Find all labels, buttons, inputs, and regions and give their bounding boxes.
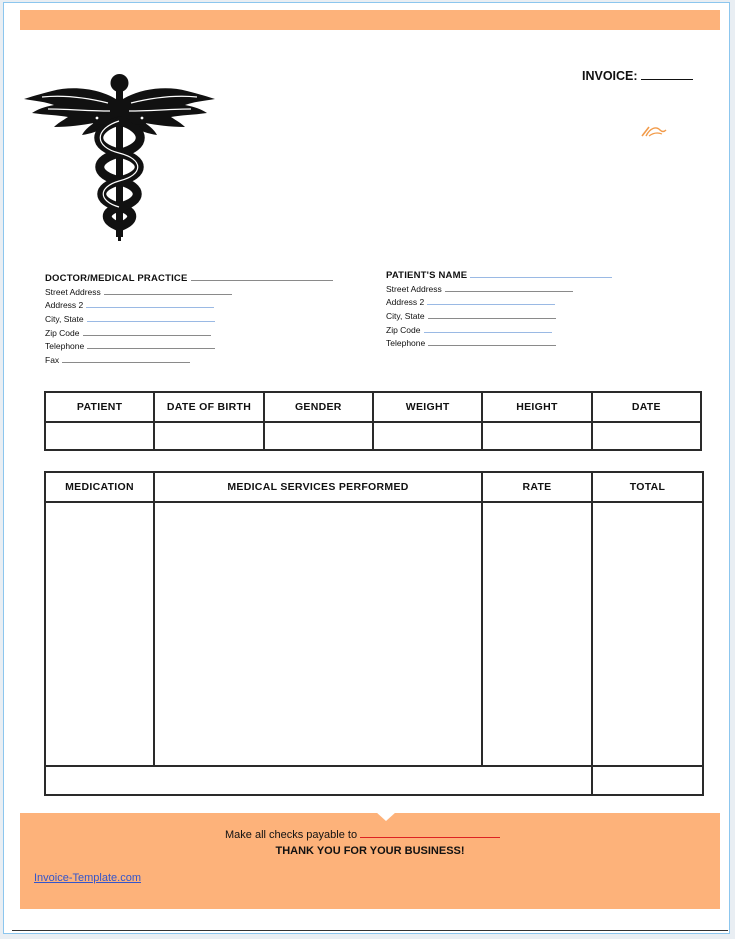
doctor-zip-field[interactable] xyxy=(83,328,211,336)
patient-info xyxy=(386,269,612,351)
date-cell[interactable] xyxy=(592,422,701,450)
doctor-fax-field[interactable] xyxy=(62,355,190,363)
doctor-telephone-label: Telephone xyxy=(45,341,85,352)
doctor-title: DOCTOR/MEDICAL PRACTICE xyxy=(45,273,188,284)
column-header-medication: MEDICATION xyxy=(45,472,154,502)
patient-city-label: City, State xyxy=(386,311,425,322)
column-header-rate: RATE xyxy=(482,472,592,502)
thank-you-message: THANK YOU FOR YOUR BUSINESS! xyxy=(275,845,465,857)
services-cell[interactable] xyxy=(154,502,482,766)
invoice-page xyxy=(3,2,730,934)
table-footer-row xyxy=(45,766,703,795)
doctor-street-field[interactable] xyxy=(104,287,232,295)
website-link[interactable]: Invoice-Template.com xyxy=(34,872,141,884)
column-header-date: DATE xyxy=(592,392,701,422)
caduceus-icon xyxy=(22,71,217,243)
rate-cell[interactable] xyxy=(482,502,592,766)
patient-zip-label: Zip Code xyxy=(386,324,421,335)
column-header-gender: GENDER xyxy=(264,392,373,422)
total-cell[interactable] xyxy=(592,502,703,766)
payable-field[interactable] xyxy=(360,827,500,838)
gender-cell[interactable] xyxy=(264,422,373,450)
weight-cell[interactable] xyxy=(373,422,482,450)
patient-street-field[interactable] xyxy=(445,284,573,292)
medication-cell[interactable] xyxy=(45,502,154,766)
doctor-zip-label: Zip Code xyxy=(45,327,80,338)
doctor-city-label: City, State xyxy=(45,314,84,325)
column-header-services: MEDICAL SERVICES PERFORMED xyxy=(154,472,482,502)
bottom-divider xyxy=(12,930,728,931)
doctor-info xyxy=(45,272,333,368)
invoice-number-field[interactable] xyxy=(641,69,693,80)
grand-total-cell[interactable] xyxy=(592,766,703,795)
swoosh-icon xyxy=(640,124,670,138)
doctor-name-field[interactable] xyxy=(191,273,333,281)
patient-cell[interactable] xyxy=(45,422,154,450)
patient-title: PATIENT'S NAME xyxy=(386,270,468,281)
doctor-city-field[interactable] xyxy=(87,314,215,322)
doctor-street-label: Street Address xyxy=(45,286,101,297)
column-header-patient: PATIENT xyxy=(45,392,154,422)
notes-cell[interactable] xyxy=(45,766,592,795)
patient-zip-field[interactable] xyxy=(424,325,552,333)
doctor-address2-field[interactable] xyxy=(86,300,214,308)
column-header-date-of-birth: DATE OF BIRTH xyxy=(154,392,263,422)
patient-city-field[interactable] xyxy=(428,311,556,319)
column-header-height: HEIGHT xyxy=(482,392,591,422)
height-cell[interactable] xyxy=(482,422,591,450)
invoice-number[interactable] xyxy=(582,69,693,83)
table-row xyxy=(45,502,703,766)
patient-details-table xyxy=(44,391,702,451)
patient-address2-field[interactable] xyxy=(427,297,555,305)
services-table xyxy=(44,471,704,796)
payable-label: Make all checks payable to xyxy=(225,829,358,841)
doctor-telephone-field[interactable] xyxy=(87,341,215,349)
date-of-birth-cell[interactable] xyxy=(154,422,263,450)
doctor-fax-label: Fax xyxy=(45,355,60,366)
invoice-label-text: INVOICE: xyxy=(582,69,638,83)
column-header-total: TOTAL xyxy=(592,472,703,502)
table-header-row xyxy=(45,472,703,502)
footer-notch xyxy=(376,812,396,821)
patient-street-label: Street Address xyxy=(386,283,442,294)
payable-to xyxy=(225,827,500,841)
patient-telephone-field[interactable] xyxy=(428,338,556,346)
column-header-weight: WEIGHT xyxy=(373,392,482,422)
patient-name-field[interactable] xyxy=(470,270,612,278)
doctor-address2-label: Address 2 xyxy=(45,300,84,311)
top-accent-bar xyxy=(20,10,720,30)
table-row xyxy=(45,422,701,450)
table-header-row xyxy=(45,392,701,422)
patient-address2-label: Address 2 xyxy=(386,297,425,308)
footer-banner xyxy=(20,813,720,909)
patient-telephone-label: Telephone xyxy=(386,338,426,349)
